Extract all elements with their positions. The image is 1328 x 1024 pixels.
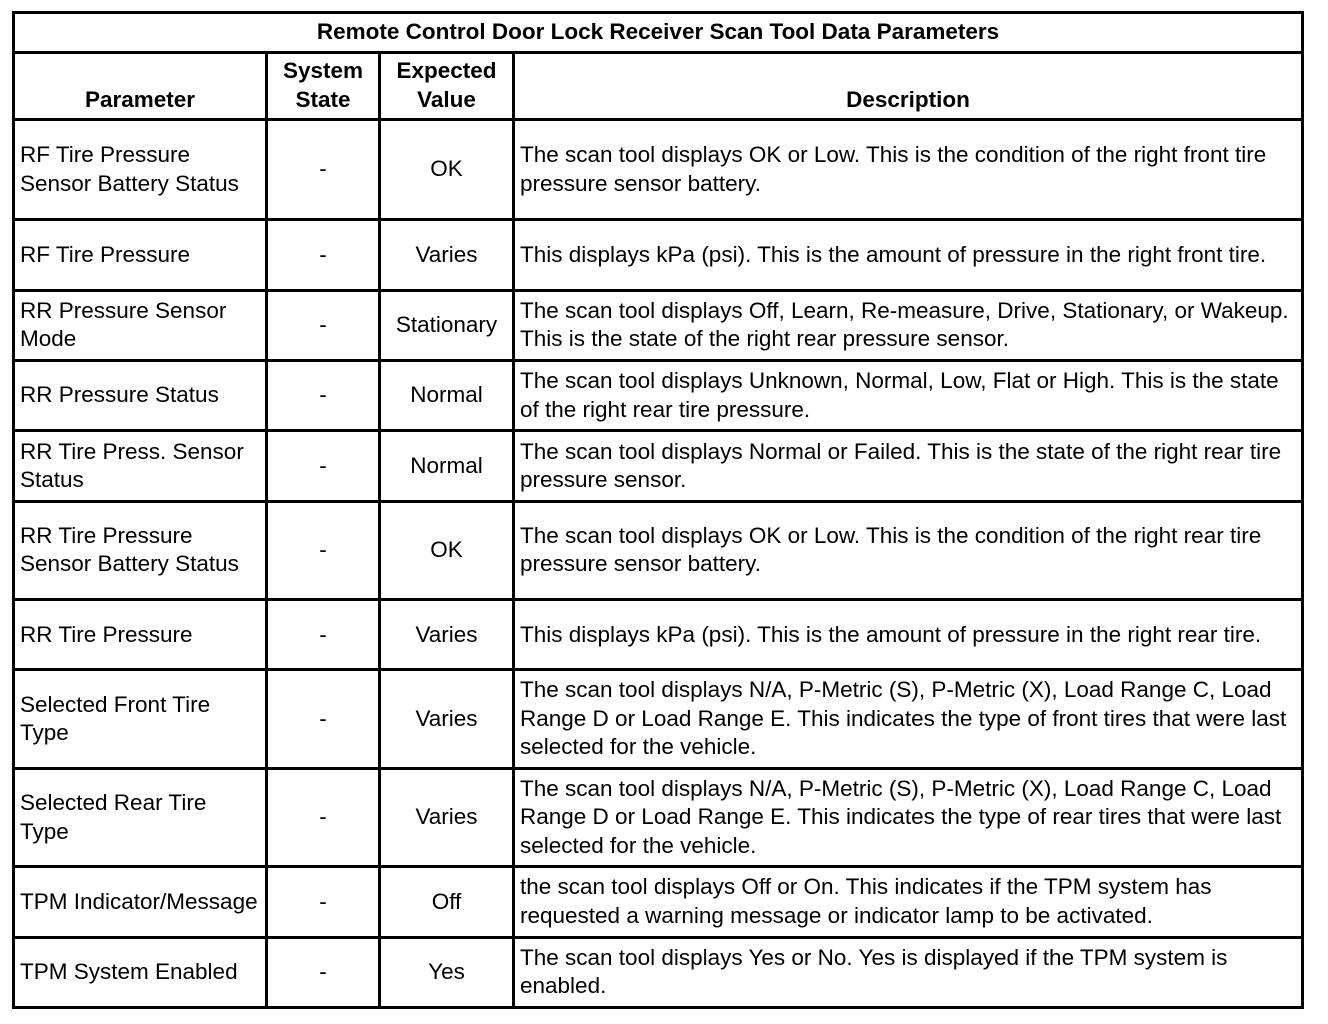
- table-row: [14, 600, 1303, 670]
- description-cell: The scan tool displays Normal or Failed. This is the state of the right rear tire pressure sensor.: [514, 431, 1303, 501]
- expected-value-cell: Stationary: [380, 290, 514, 360]
- system-state-cell: -: [267, 361, 380, 431]
- table-row: [14, 768, 1303, 866]
- header-description: Description: [514, 53, 1303, 120]
- table-row: [14, 431, 1303, 501]
- expected-value-cell: OK: [380, 120, 514, 220]
- parameter-cell: RF Tire Pressure Sensor Battery Status: [14, 120, 267, 220]
- table-title: Remote Control Door Lock Receiver Scan Tool Data Parameters: [14, 13, 1303, 53]
- scan-tool-data-table: [12, 11, 1304, 1009]
- table-row: [14, 220, 1303, 290]
- parameter-cell: Selected Rear Tire Type: [14, 768, 267, 866]
- system-state-cell: -: [267, 290, 380, 360]
- description-cell: The scan tool displays OK or Low. This is the condition of the right rear tire pressure sensor battery.: [514, 501, 1303, 599]
- expected-value-cell: Varies: [380, 220, 514, 290]
- expected-value-cell: Varies: [380, 600, 514, 670]
- expected-value-cell: Normal: [380, 361, 514, 431]
- expected-value-cell: OK: [380, 501, 514, 599]
- table-row: [14, 670, 1303, 768]
- expected-value-cell: Varies: [380, 670, 514, 768]
- parameter-cell: RR Pressure Sensor Mode: [14, 290, 267, 360]
- description-cell: The scan tool displays OK or Low. This is the condition of the right front tire pressure sensor battery.: [514, 120, 1303, 220]
- description-cell: the scan tool displays Off or On. This indicates if the TPM system has requested a warning message or indicator lamp to be activated.: [514, 867, 1303, 937]
- description-cell: The scan tool displays Unknown, Normal, Low, Flat or High. This is the state of the right rear tire pressure.: [514, 361, 1303, 431]
- expected-value-cell: Varies: [380, 768, 514, 866]
- expected-value-cell: Yes: [380, 937, 514, 1007]
- system-state-cell: -: [267, 220, 380, 290]
- parameter-cell: RF Tire Pressure: [14, 220, 267, 290]
- system-state-cell: -: [267, 670, 380, 768]
- system-state-cell: -: [267, 867, 380, 937]
- description-cell: The scan tool displays Yes or No. Yes is displayed if the TPM system is enabled.: [514, 937, 1303, 1007]
- description-cell: The scan tool displays N/A, P-Metric (S), P-Metric (X), Load Range C, Load Range D or Load Range E. This indicates the type of front tires that were last selected for the vehicle.: [514, 670, 1303, 768]
- description-cell: This displays kPa (psi). This is the amount of pressure in the right front tire.: [514, 220, 1303, 290]
- description-cell: The scan tool displays N/A, P-Metric (S), P-Metric (X), Load Range C, Load Range D or Load Range E. This indicates the type of rear tires that were last selected for the vehicle.: [514, 768, 1303, 866]
- system-state-cell: -: [267, 120, 380, 220]
- table-row: [14, 867, 1303, 937]
- system-state-cell: -: [267, 768, 380, 866]
- system-state-cell: -: [267, 937, 380, 1007]
- table-row: [14, 937, 1303, 1007]
- header-parameter: Parameter: [14, 53, 267, 120]
- parameter-cell: TPM Indicator/Message: [14, 867, 267, 937]
- parameter-cell: RR Tire Press. Sensor Status: [14, 431, 267, 501]
- table-row: [14, 290, 1303, 360]
- parameter-cell: TPM System Enabled: [14, 937, 267, 1007]
- system-state-cell: -: [267, 600, 380, 670]
- parameter-cell: Selected Front Tire Type: [14, 670, 267, 768]
- header-system-state: System State: [267, 53, 380, 120]
- parameter-cell: RR Pressure Status: [14, 361, 267, 431]
- header-expected-value: Expected Value: [380, 53, 514, 120]
- description-cell: This displays kPa (psi). This is the amount of pressure in the right rear tire.: [514, 600, 1303, 670]
- description-cell: The scan tool displays Off, Learn, Re-measure, Drive, Stationary, or Wakeup. This is the state of the right rear pressure sensor.: [514, 290, 1303, 360]
- table-row: [14, 501, 1303, 599]
- parameter-cell: RR Tire Pressure Sensor Battery Status: [14, 501, 267, 599]
- parameter-cell: RR Tire Pressure: [14, 600, 267, 670]
- table-row: [14, 361, 1303, 431]
- system-state-cell: -: [267, 431, 380, 501]
- system-state-cell: -: [267, 501, 380, 599]
- expected-value-cell: Normal: [380, 431, 514, 501]
- expected-value-cell: Off: [380, 867, 514, 937]
- table-row: [14, 120, 1303, 220]
